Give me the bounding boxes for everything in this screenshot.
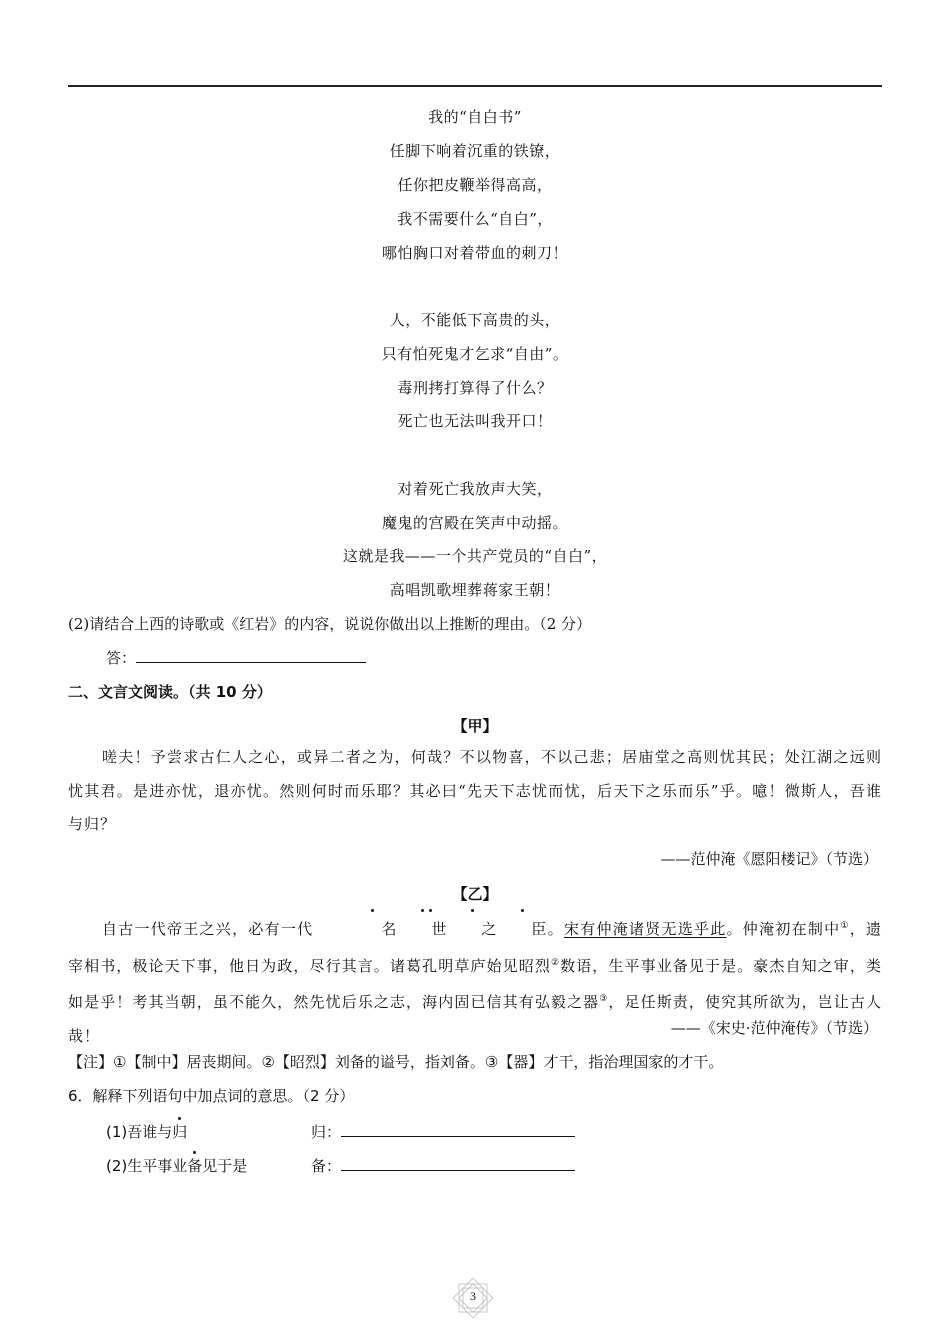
poem-line: 对着死亡我放声大笑，	[397, 480, 553, 498]
header-rule	[68, 85, 882, 87]
answer-blank-1[interactable]	[341, 1122, 575, 1137]
page-number: 3	[470, 1289, 476, 1303]
poem-title: 我的“自白书”	[428, 108, 522, 126]
answer-2: 备：	[311, 1155, 575, 1176]
dotted-word: 备	[187, 1157, 203, 1175]
jia-label: 【甲】	[452, 717, 498, 735]
question-6-item-2: (2)生平事业备见于是	[106, 1157, 248, 1175]
poem-line: 只有怕死鬼才乞求“自由”。	[381, 345, 569, 363]
question-6-item-1: (1)吾谁与归	[106, 1123, 188, 1141]
jia-source: ——范仲淹《愿阳楼记》（节选）	[660, 850, 878, 868]
poem-line: 我不需要什么“自白”，	[397, 210, 553, 228]
poem-line: 人，不能低下高贵的头，	[389, 311, 561, 329]
answer-blank[interactable]	[136, 648, 366, 663]
dotted-word: 归	[172, 1123, 188, 1141]
jia-passage: 嗟夫！予尝求古仁人之心，或异二者之为，何哉？不以物喜，不以己悲；居庙堂之高则忧其民；处江湖之远则忧其君。是进亦忧，退亦忧。然则何时而乐耶？其必曰“先天下志忧而忧，后天下之乐而乐”乎。噫！微斯人，吾谁与归？	[68, 748, 882, 833]
poem-line: 高唱凯歌埋葬蒋家王朝！	[389, 581, 561, 599]
poem-line: 魔鬼的宫殿在笑声中动摇。	[381, 514, 568, 532]
poem-line: 任你把皮鞭举得高高，	[397, 176, 553, 194]
answer-label: 答：	[106, 649, 137, 667]
page-number-badge	[445, 1275, 501, 1321]
answer-line	[106, 647, 366, 668]
poem-line: 这就是我——一个共产党员的“自白”，	[342, 547, 608, 565]
underlined-sentence: 宋有仲淹诸贤无选乎此	[563, 920, 727, 938]
poem-line: 哪怕胸口对着带血的刺刀！	[381, 244, 568, 262]
section-heading: 二、文言文阅读。（共 10 分）	[68, 683, 272, 701]
question-6: 6．解释下列语句中加点词的意思。（2 分）	[68, 1087, 355, 1105]
question-2: (2)请结合上西的诗歌或《红岩》的内容，说说你做出以上推断的理由。（2 分）	[68, 615, 592, 633]
poem-line: 毒刑拷打算得了什么？	[397, 379, 553, 397]
yi-source: ——《宋史·范仲淹传》（节选）	[670, 1019, 878, 1037]
answer-1: 归：	[311, 1121, 575, 1142]
dotted-phrase: 名 世 之 臣	[313, 913, 547, 947]
yi-label: 【乙】	[452, 885, 498, 903]
yi-passage: 自古一代帝王之兴，必有一代 名 世 之 臣。宋有仲淹诸贤无选乎此。仲淹初在制中①，遗宰相书，极论天下事，他日为政，尽行其言。诸葛孔明草庐始见昭烈②数语，生平事业备见于是。豪杰自知之审，类如是乎！考其当朝，虽不能久，然先忧后乐之志，海内固已信其有弘毅之器③，足任斯责，使究其所欲为，岂让古人哉！	[68, 910, 882, 1053]
poem-line: 任脚下响着沉重的铁镣，	[389, 142, 561, 160]
notes: 【注】①【制中】居丧期间。②【昭烈】刘备的谥号，指刘备。③【器】才干，指治理国家的才干。	[68, 1053, 724, 1071]
answer-blank-2[interactable]	[341, 1156, 575, 1171]
poem-line: 死亡也无法叫我开口！	[397, 412, 553, 430]
